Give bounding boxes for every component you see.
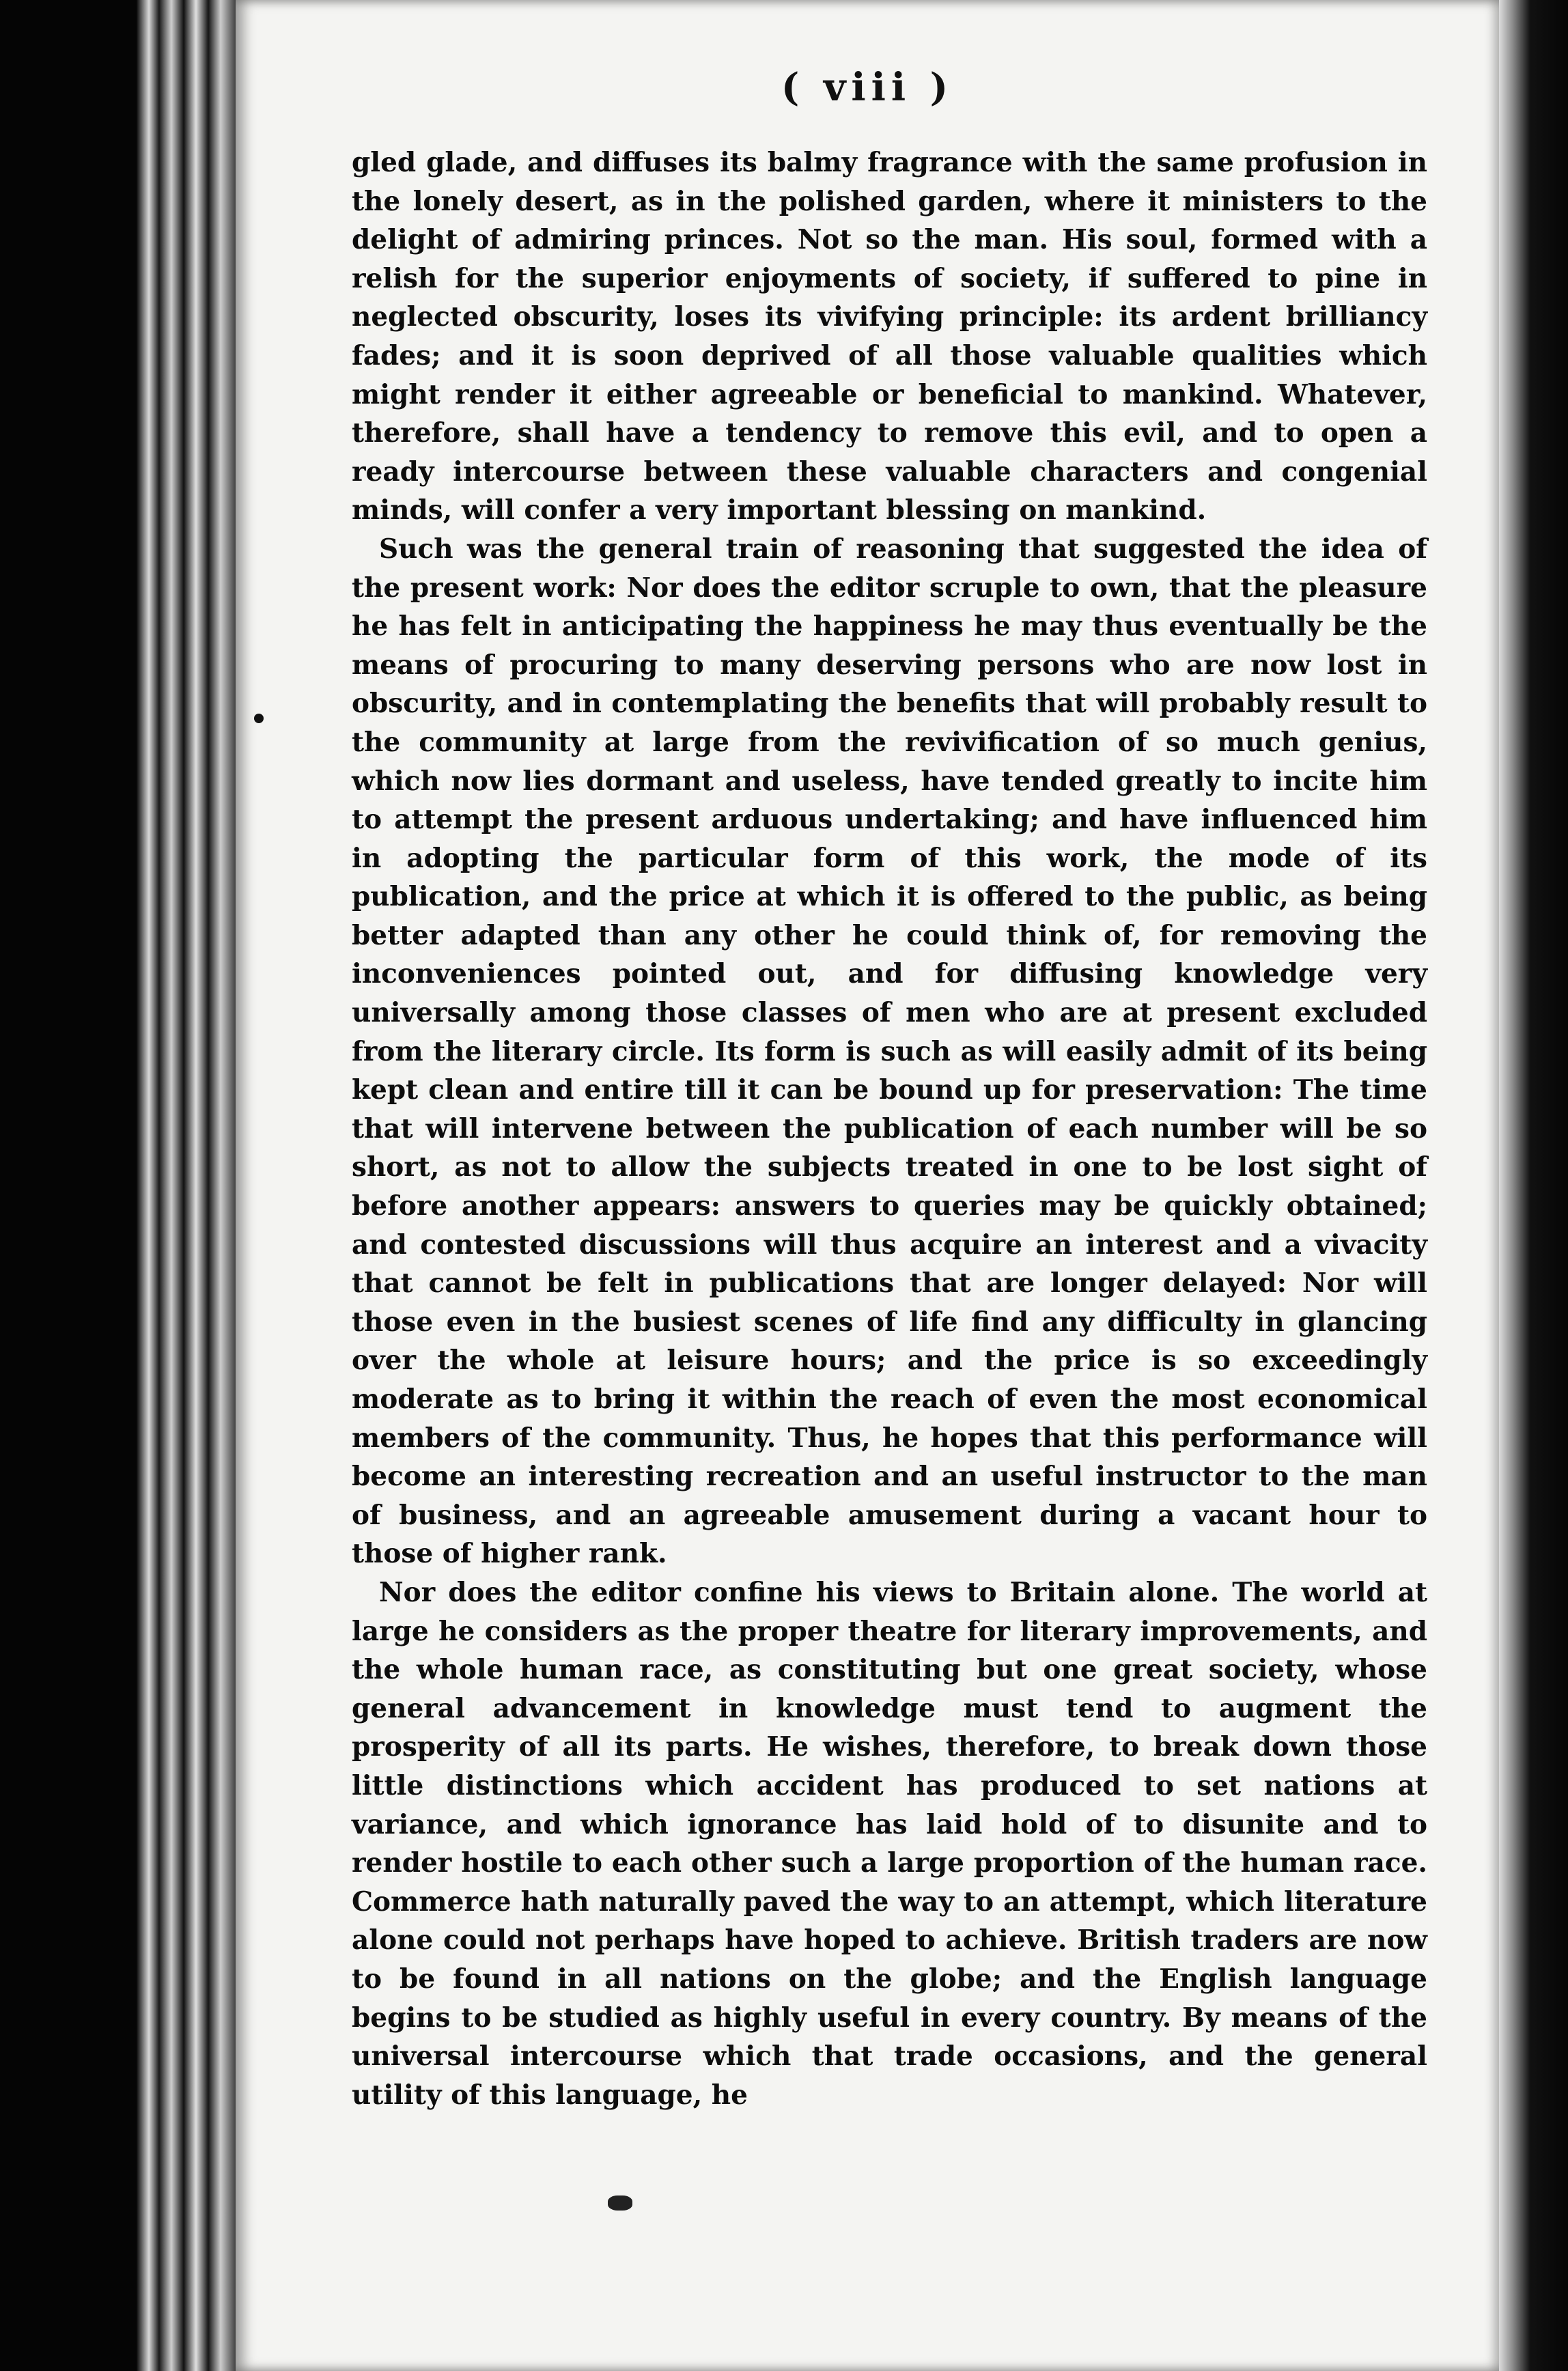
- paragraph-2: Such was the general train of reasoning that suggested the idea of the present work: Nor does the editor scruple to own, that the pleasure he has felt in anticipating the happiness he may thus eventually be the means of procuring to many deserving persons who are now lost in obscurity, and in contemplating the benefits that will probably result to the community at large from the revivification of so much genius, which now lies dormant and useless, have tended greatly to incite him to attempt the present arduous undertaking; and have influenced him in adopting the particular form of this work, the mode of its publication, and the price at which it is offered to the public, as being better adapted than any other he could think of, for removing the inconveniences pointed out, and for diffusing knowledge very universally among those classes of men who are at present excluded from the literary circle. Its form is such as will easily admit of its being kept clean and entire till it can be bound up for preservation: The time that will intervene between the publication of each number will be so short, as not to allow the subjects treated in one to be lost sight of before another appears: answers to queries may be quickly obtained; and contested discussions will thus acquire an interest and a vivacity that cannot be felt in publications that are longer delayed: Nor will those even in the busiest scenes of life find any difficulty in glancing over the whole at leisure hours; and the price is so exceedingly moderate as to bring it within the reach of even the most economical members of the community. Thus, he hopes that this performance will become an interesting recreation and an useful instructor to the man of business, and an agreeable amusement during a vacant hour to those of higher rank.: [352, 533, 1427, 1570]
- paragraph-1: gled glade, and diffuses its balmy fragrance with the same profusion in the lonely desert, as in the polished garden, where it ministers to the delight of admiring princes. Not so the man. His soul, formed with a relish for the superior enjoyments of society, if suffered to pine in neglected obscurity, loses its vivifying principle: its ardent brilliancy fades; and it is soon deprived of all those valuable qualities which might render it either agreeable or beneficial to mankind. Whatever, therefore, shall have a tendency to remove this evil, and to open a ready intercourse between these valuable characters and congenial minds, will confer a very important blessing on mankind.: [352, 147, 1427, 527]
- book-spine-edge: [137, 0, 239, 2371]
- page-number: ( viii ): [781, 65, 954, 110]
- bottom-ink-mark: [608, 2195, 632, 2211]
- paragraph-3: Nor does the editor confine his views to Britain alone. The world at large he considers as the proper theatre for literary improvements, and the whole human race, as constituting but one great society, whose general advancement in knowledge must tend to augment the prosperity of all its parts. He wishes, therefore, to break down those little distinctions which accident has produced to set nations at variance, and which ignorance has laid hold of to disunite and to render hostile to each other such a large proportion of the human race. Commerce hath naturally paved the way to an attempt, which literature alone could not perhaps have hoped to achieve. British traders are now to be found in all nations on the globe; and the English language begins to be studied as highly useful in every country. By means of the universal intercourse which that trade occasions, and the general utility of this language, he: [352, 1576, 1427, 2111]
- page-right-edge: [1499, 0, 1568, 2371]
- body-text: [352, 143, 1427, 2114]
- margin-ink-dot: [254, 714, 264, 723]
